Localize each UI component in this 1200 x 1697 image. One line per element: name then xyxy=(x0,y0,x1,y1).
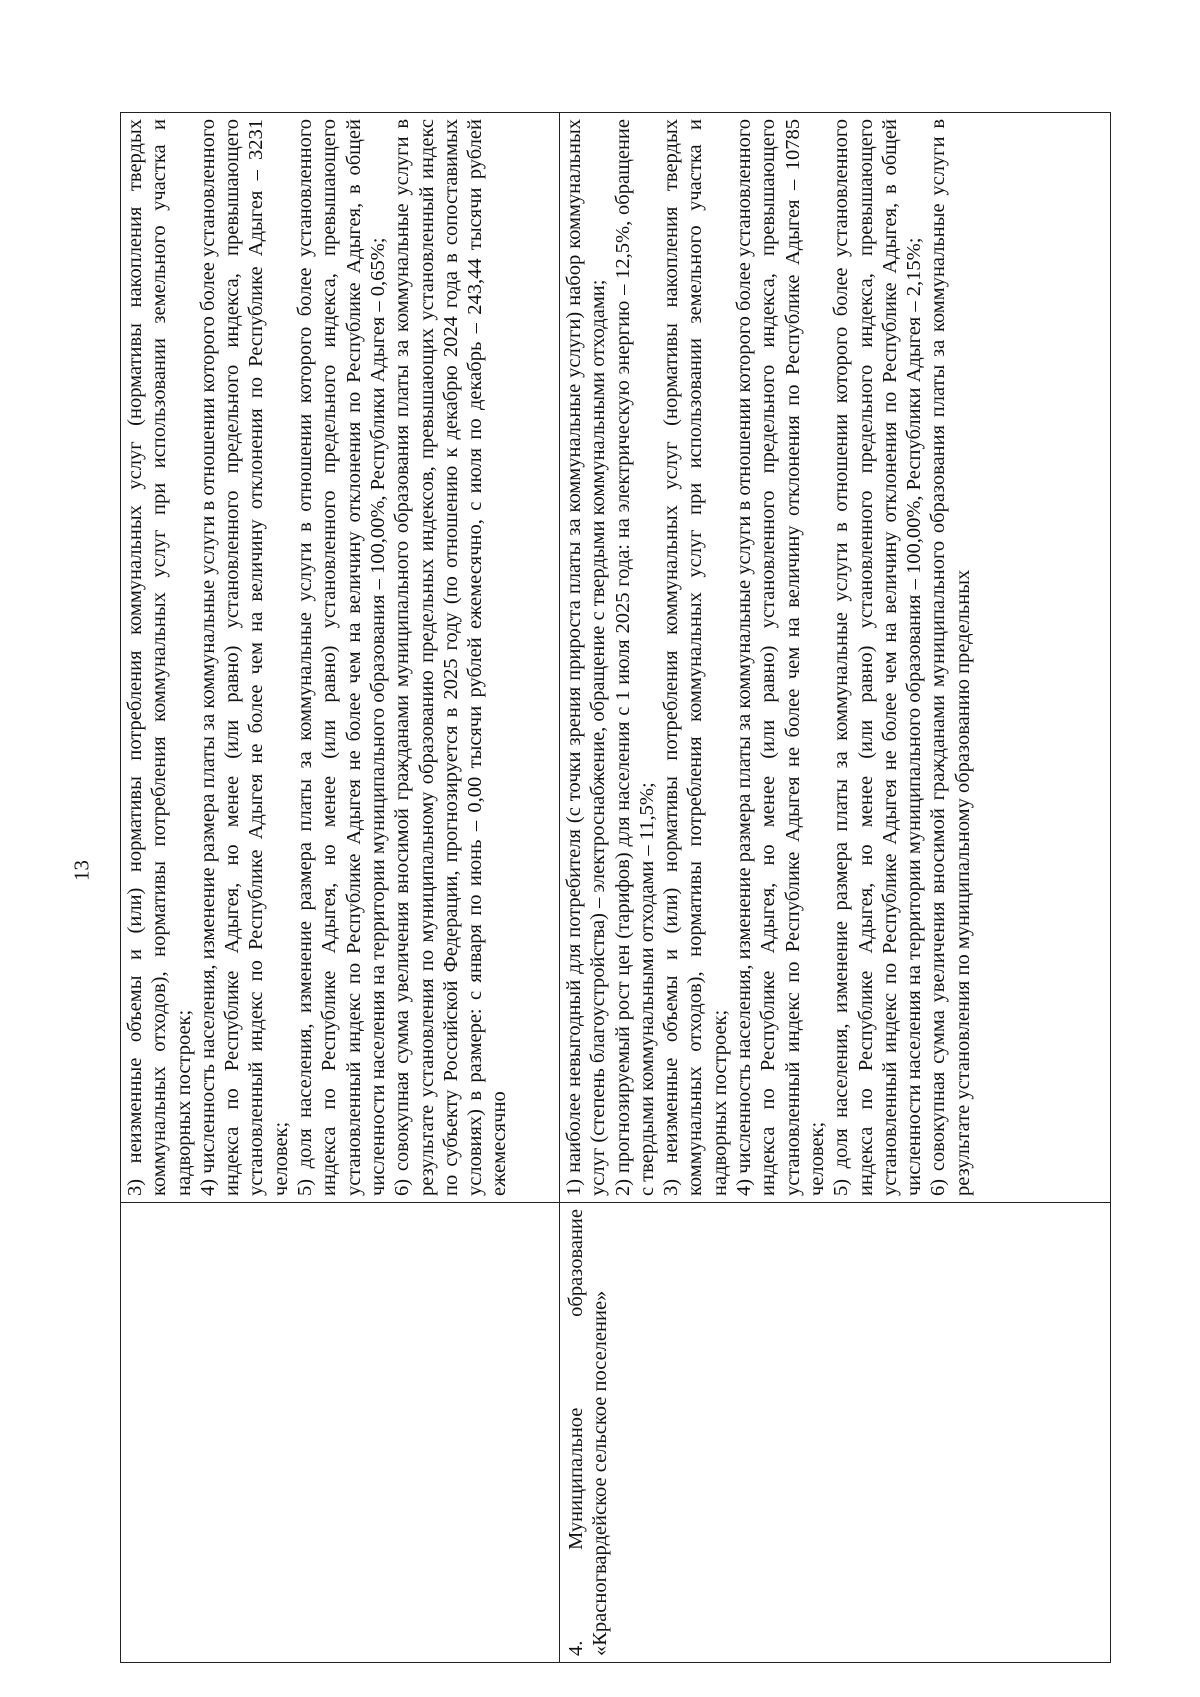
condition-item: 5) доля населения, изменение размера платы за коммунальные услуги в отношении которого более установленного индекса по Республике Адыгея, но менее (или равно) установленного предельного индекса, превышающего установленный индекс по Республике Адыгея не более чем на величину отклонения по Республике Адыгея, в общей численности населения на территории муниципального образования – 100,00%, Республики Адыгея – 0,65%; xyxy=(294,119,389,1196)
municipality-cell: 4. Муниципальное образование «Красногвардейское сельское поселение» xyxy=(560,1203,1111,1663)
conditions-cell xyxy=(121,113,560,1203)
condition-item: 6) совокупная сумма увеличения вносимой гражданами муниципального образования платы за коммунальные услуги в результате установления по муниципальному образованию предельных индексов, превышающих установленный индекс по субъекту Российской Федерации, прогнозируется в 2025 году (по отношению к декабрю 2024 года в сопоставимых условиях) в размере: с января по июнь – 0,00 тысячи рублей ежемесячно, с июля по декабрь – 243,44 тысячи рублей ежемесячно xyxy=(391,119,511,1196)
page-number: 13 xyxy=(69,860,94,881)
condition-item: 6) совокупная сумма увеличения вносимой гражданами муниципального образования платы за коммунальные услуги в результате установления по муниципальному образованию предельных xyxy=(927,119,974,1196)
table-row xyxy=(121,113,560,1663)
condition-item: 5) доля населения, изменение размера платы за коммунальные услуги в отношении которого более установленного индекса по Республике Адыгея, но менее (или равно) установленного предельного индекса, превышающего установленный индекс по Республике Адыгея не более чем на величину отклонения по Республике Адыгея, в общей численности населения на территории муниципального образования – 100,00%, Республики Адыгея – 2,15%; xyxy=(830,119,926,1196)
condition-item: 4) численность населения, изменение размера платы за коммунальные услуги в отношении которого более установленного индекса по Республике Адыгея, но менее (или равно) установленного предельного индекса, превышающего установленный индекс по Республике Адыгея не более чем на величину отклонения по Республике Адыгея – 3231 человек; xyxy=(196,119,292,1196)
table-row xyxy=(560,113,1111,1663)
municipality-cell xyxy=(121,1203,560,1663)
condition-item: 4) численность населения, изменение размера платы за коммунальные услуги в отношении которого более установленного индекса по Республике Адыгея, но менее (или равно) установленного предельного индекса, превышающего установленный индекс по Республике Адыгея не более чем на величину отклонения по Республике Адыгея – 10785 человек; xyxy=(733,119,828,1196)
rotated-content xyxy=(120,113,1120,1663)
condition-item: 1) наиболее невыгодный для потребителя (с точки зрения прироста платы за коммунальные услуги) набор коммунальных услуг (степень благоустройства) – электроснабжение, обращение с твердыми коммунальными отходами; xyxy=(563,119,610,1196)
condition-item: 3) неизменные объемы и (или) нормативы потребления коммунальных услуг (нормативы накопления твердых коммунальных отходов), нормативы потребления коммунальных услуг при использовании земельного участка и надворных построек; xyxy=(124,119,195,1196)
conditions-cell xyxy=(560,113,1111,1203)
condition-item: 3) неизменные объемы и (или) нормативы потребления коммунальных услуг (нормативы накопления твердых коммунальных отходов), нормативы потребления коммунальных услуг при использовании земельного участка и надворных построек; xyxy=(660,119,731,1196)
rotated-table-wrapper xyxy=(120,113,1120,1663)
forecast-table xyxy=(120,112,1111,1663)
condition-item: 2) прогнозируемый рост цен (тарифов) для населения с 1 июля 2025 года: на электрическую энергию – 12,5%, обращение с твердыми коммунальными отходами – 11,5%; xyxy=(611,119,658,1196)
